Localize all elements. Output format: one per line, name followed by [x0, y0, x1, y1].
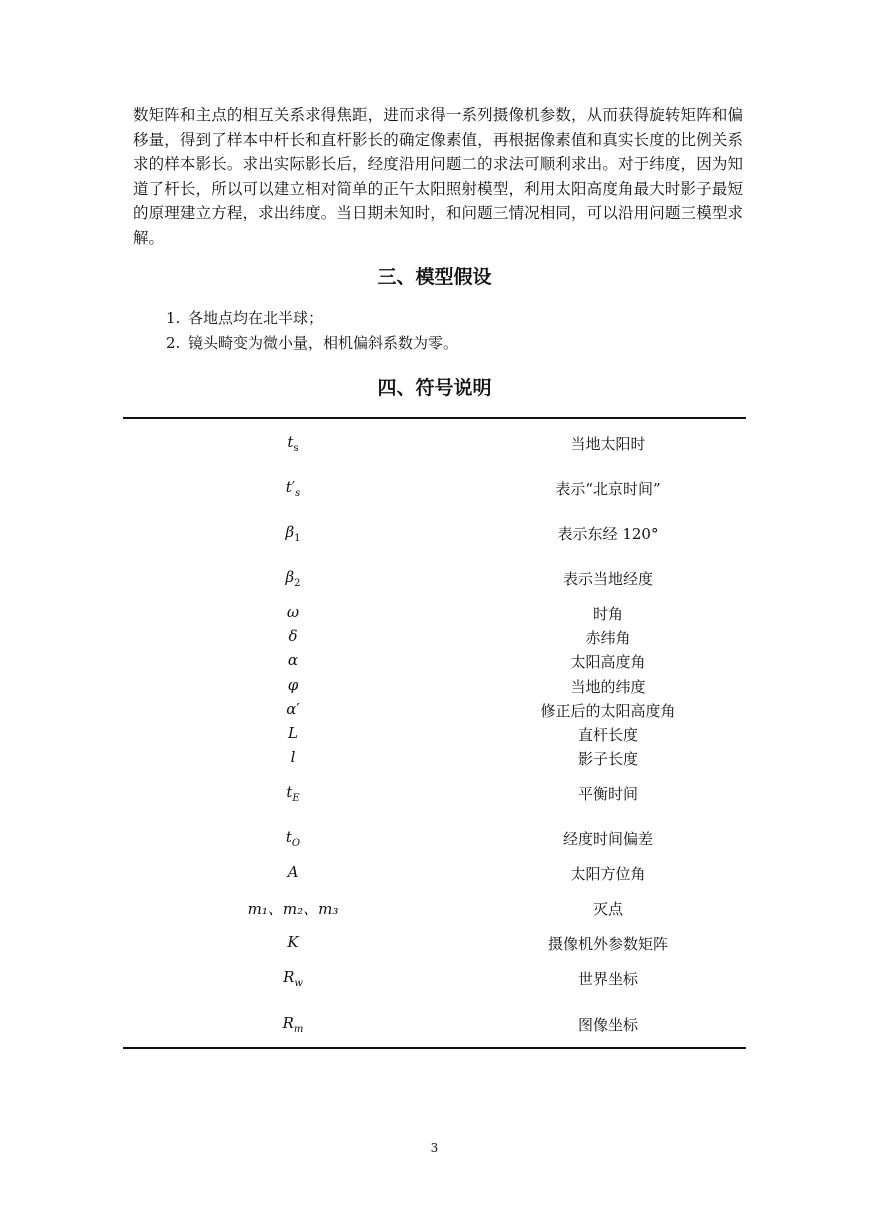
symbol-description: 修正后的太阳高度角 — [540, 702, 676, 720]
table-row — [123, 433, 746, 455]
table-row — [123, 933, 746, 955]
symbol-subscript: 1 — [294, 533, 301, 544]
symbol-description: 当地太阳时 — [570, 435, 646, 453]
symbol-description: 当地的纬度 — [570, 678, 646, 696]
symbol-text: δ — [288, 627, 298, 645]
symbol-description: 经度时间偏差 — [562, 830, 653, 848]
table-row — [123, 523, 746, 545]
symbol-text: φ — [287, 676, 299, 694]
table-row — [123, 898, 746, 920]
symbol-text: t — [285, 828, 292, 846]
table-row — [123, 700, 746, 722]
body-paragraph: 数矩阵和主点的相互关系求得焦距，进而求得一系列摄像机参数，从而获得旋转矩阵和偏移量，得到了样本中杆长和直杆影长的确定像素值，再根据像素值和真实长度的比例关系求的样本影长。求出实际影长后，经度沿用问题二的求法可顺利求出。对于纬度，因为知道了杆长，所以可以建立相对简单的正午太阳照射模型，利用太阳高度角最大时影子最短的原理建立方程，求出纬度。当日期未知时，和问题三情况相同，可以沿用问题三模型求解。 — [133, 106, 743, 247]
symbol-cell — [233, 933, 353, 951]
table-row — [123, 676, 746, 698]
symbol-text: t — [287, 433, 294, 451]
table-row — [123, 828, 746, 850]
table-row — [123, 478, 746, 500]
symbol-text: t — [285, 478, 292, 496]
symbol-text: α — [287, 651, 299, 669]
symbol-description: 时角 — [592, 605, 623, 623]
section-title-symbols: 四、符号说明 — [377, 377, 492, 399]
page-number: 3 — [430, 1141, 439, 1155]
list-item-number: 1. — [166, 309, 181, 327]
symbol-subscript: w — [294, 978, 303, 989]
symbol-subscript: O — [291, 838, 301, 849]
list-item-text: 各地点均在北半球； — [188, 309, 324, 327]
table-row — [123, 1014, 746, 1036]
symbol-cell — [233, 898, 353, 919]
symbol-description: 平衡时间 — [577, 785, 638, 803]
symbol-subscript: 2 — [294, 578, 301, 589]
symbol-cell — [233, 724, 353, 742]
symbol-text: A — [287, 863, 299, 881]
list-item-number: 2. — [166, 334, 181, 352]
symbol-description: 表示东经 120° — [557, 525, 659, 543]
symbol-text: R — [283, 968, 295, 986]
symbol-subscript: s — [293, 443, 299, 454]
list-item — [166, 331, 458, 356]
symbol-cell — [233, 676, 353, 694]
symbol-cell — [233, 523, 353, 544]
symbol-text: L — [288, 724, 298, 742]
table-row — [123, 968, 746, 990]
symbol-description: 摄像机外参数矩阵 — [547, 935, 668, 953]
symbol-cell — [233, 478, 353, 499]
table-row — [123, 568, 746, 590]
symbol-cell — [233, 863, 353, 881]
symbol-cell — [233, 568, 353, 589]
table-row — [123, 748, 746, 770]
section-title-assumptions: 三、模型假设 — [377, 266, 492, 288]
list-item-text: 镜头畸变为微小量，相机偏斜系数为零。 — [188, 334, 459, 352]
list-item — [166, 306, 458, 331]
symbol-description: 影子长度 — [577, 750, 638, 768]
symbol-cell — [233, 783, 353, 804]
symbol-text: β — [285, 523, 295, 541]
symbol-description: 太阳高度角 — [570, 653, 646, 671]
symbol-cell — [233, 603, 353, 621]
symbol-text: l — [290, 748, 296, 766]
symbol-text: β — [285, 568, 295, 586]
symbol-cell — [233, 748, 353, 766]
symbol-cell — [233, 700, 353, 718]
symbol-description: 太阳方位角 — [570, 865, 646, 883]
symbol-cell — [233, 828, 353, 849]
symbol-cell — [233, 433, 353, 454]
symbol-description: 世界坐标 — [577, 970, 638, 988]
symbol-text: m₁、m₂、m₃ — [247, 900, 339, 918]
symbol-cell — [233, 968, 353, 989]
symbol-description: 直杆长度 — [577, 726, 638, 744]
symbol-text: R — [282, 1014, 294, 1032]
table-row — [123, 603, 746, 625]
table-bottom-rule — [123, 1047, 746, 1049]
symbol-description: 表示当地经度 — [562, 570, 653, 588]
table-row — [123, 651, 746, 673]
symbol-text: K — [287, 933, 299, 951]
symbol-subscript: s — [295, 488, 301, 499]
table-row — [123, 627, 746, 649]
symbol-prime: ′ — [291, 478, 296, 496]
symbol-description: 图像坐标 — [577, 1016, 638, 1034]
symbol-prime: ′ — [296, 700, 300, 718]
symbol-cell — [233, 651, 353, 669]
table-row — [123, 863, 746, 885]
symbol-description: 灭点 — [592, 900, 623, 918]
assumption-list — [166, 306, 458, 356]
symbol-description: 表示“北京时间” — [555, 480, 661, 498]
symbol-subscript: E — [292, 793, 300, 804]
symbol-text: α — [286, 700, 297, 718]
symbol-cell — [233, 1014, 353, 1035]
table-row — [123, 724, 746, 746]
symbol-text: ω — [286, 603, 300, 621]
symbol-subscript: m — [293, 1024, 304, 1035]
table-top-rule — [123, 417, 746, 419]
table-row — [123, 783, 746, 805]
symbol-text: t — [286, 783, 293, 801]
symbol-description: 赤纬角 — [585, 629, 631, 647]
symbol-cell — [233, 627, 353, 645]
